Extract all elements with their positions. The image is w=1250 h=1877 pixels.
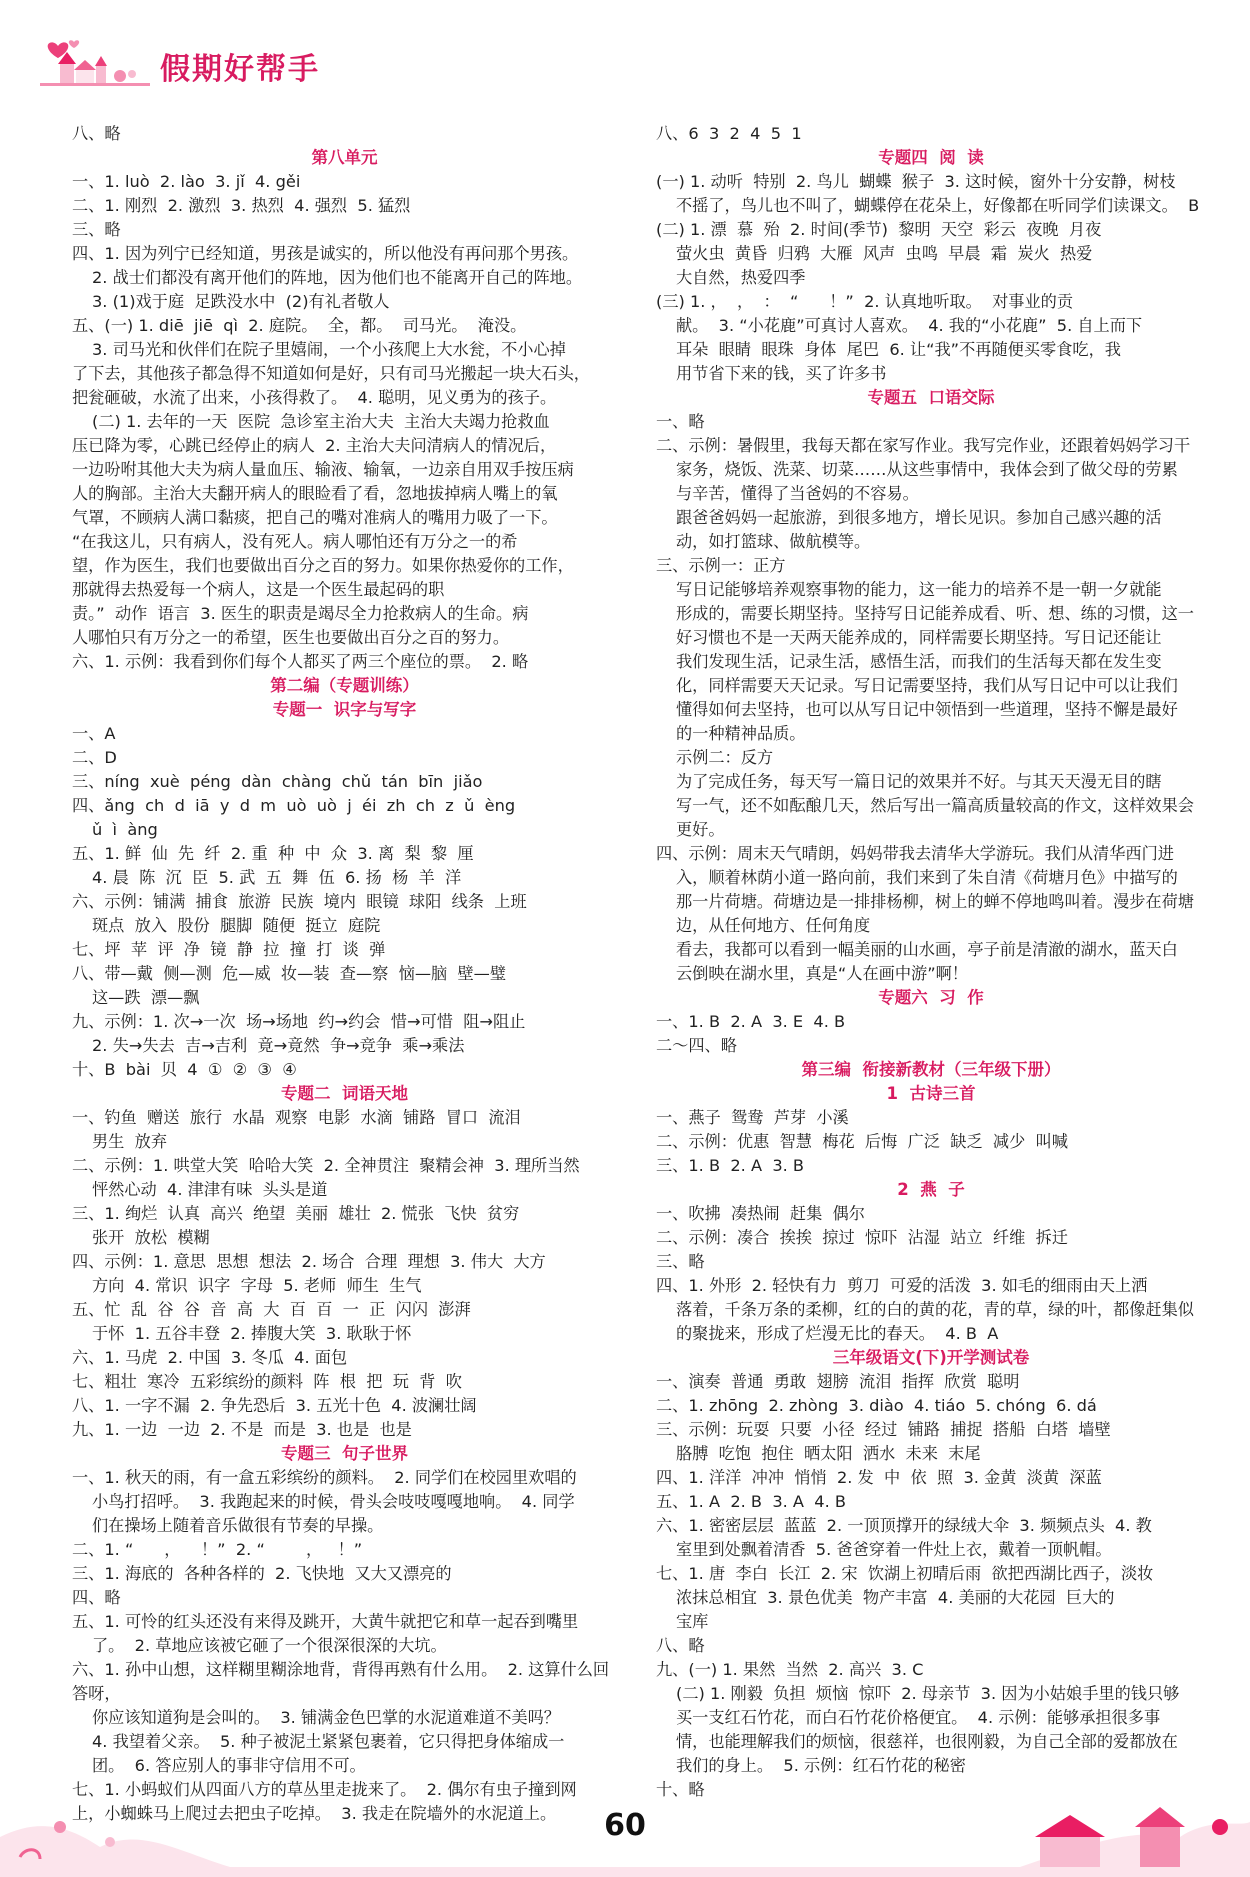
answer-line: 一、演奏 普通 勇敢 翅膀 流泪 指挥 欣赏 聪明 [656,1372,1020,1391]
section-heading: 2 燕 子 [897,1180,965,1199]
section-heading: 专题二 词语天地 [281,1084,408,1103]
answer-line: 一、钓鱼 赠送 旅行 水晶 观察 电影 水滴 铺路 冒口 流泪 [72,1108,521,1127]
answer-line: 示例二：反方 [676,748,774,767]
answer-line: 三、略 [656,1252,705,1271]
answer-line: 八、略 [656,1636,705,1655]
answer-line: 二、示例：1. 哄堂大笑 哈哈大笑 2. 全神贯注 聚精会神 3. 理所当然 [72,1156,580,1175]
answer-line: 上，小蜘蛛马上爬过去把虫子吃掉。 3. 我走在院墙外的水泥道上。 [72,1804,557,1823]
castle-logo-icon [40,36,150,86]
answer-line: 三、níng xuè péng dàn chàng chǔ tán bīn jiǎo [72,772,483,791]
answer-line: 方向 4. 常识 识字 字母 5. 老师 师生 生气 [92,1276,422,1295]
answer-line: 了下去，其他孩子都急得不知道如何是好，只有司马光搬起一块大石头， [72,364,590,383]
answer-line: 的聚拢来，形成了烂漫无比的春天。 4. B A [676,1324,999,1343]
answer-line: 三、示例一：正方 [656,556,786,575]
answer-line: 七、1. 小蚂蚁们从四面八方的草丛里走拢来了。 2. 偶尔有虫子撞到网 [72,1780,577,1799]
answer-line: 一、略 [656,412,705,431]
answer-line: 怦然心动 4. 津津有味 头头是道 [92,1180,328,1199]
answer-line: 小鸟打招呼。 3. 我跑起来的时候，骨头会吱吱嘎嘎地响。 4. 同学 [92,1492,575,1511]
section-heading: 专题四 阅 读 [878,148,984,167]
answer-line: (一) 1. 动听 特别 2. 鸟儿 蝴蝶 猴子 3. 这时候，窗外十分安静，树枝 [656,172,1176,191]
answer-line: (二) 1. 漂 慕 殆 2. 时间(季节) 黎明 天空 彩云 夜晚 月夜 [656,220,1102,239]
answer-line: 跟爸爸妈妈一起旅游，到很多地方，增长见识。参加自己感兴趣的活 [676,508,1162,527]
answer-line: 宝库 [676,1612,709,1631]
answer-line: 九、(一) 1. 果然 当然 2. 高兴 3. C [656,1660,924,1679]
answer-line: 压已降为零，心跳已经停止的病人 2. 主治大夫问清病人的情况后， [72,436,557,455]
answer-line: 四、1. 洋洋 冲冲 悄悄 2. 发 中 依 照 3. 金黄 淡黄 深蓝 [656,1468,1102,1487]
answer-line: 更好。 [676,820,725,839]
answer-line: 团。 6. 答应别人的事非守信用不可。 [92,1756,366,1775]
answer-line: 四、略 [72,1588,121,1607]
answer-line: 一、1. luò 2. lào 3. jǐ 4. gěi [72,172,301,191]
answer-line: 一、A [72,724,116,743]
answer-line: 我们的身上。 5. 示例：红石竹花的秘密 [676,1756,966,1775]
answer-line: 九、1. 一边 一边 2. 不是 而是 3. 也是 也是 [72,1420,412,1439]
section-heading: 1 古诗三首 [886,1084,976,1103]
answer-line: 看去，我都可以看到一幅美丽的山水画，亭子前是清澈的湖水，蓝天白 [676,940,1178,959]
answer-line: 二、示例：优惠 智慧 梅花 后悔 广泛 缺乏 减少 叫喊 [656,1132,1068,1151]
answer-line: 七、坪 苹 评 净 镜 静 拉 撞 打 谈 弹 [72,940,386,959]
answer-line: 责。” 动作 语言 3. 医生的职责是竭尽全力抢救病人的生命。病 [72,604,529,623]
answer-line: 五、1. 可怜的红头还没有来得及跳开，大黄牛就把它和草一起吞到嘴里 [72,1612,579,1631]
answer-line: 2. 失→失去 吉→吉利 竟→竟然 争→竞争 乘→乘法 [92,1036,465,1055]
answer-line: 一、燕子 鸳鸯 芦芽 小溪 [656,1108,849,1127]
answer-line: 动，如打篮球、做航模等。 [676,532,871,551]
answer-line: 十、B bài 贝 4 ① ② ③ ④ [72,1060,297,1079]
section-heading: 专题三 句子世界 [281,1444,408,1463]
answer-line: 萤火虫 黄昏 归鸦 大雁 风声 虫鸣 早晨 霜 炭火 热爱 [676,244,1093,263]
answer-line: 九、示例：1. 次→一次 场→场地 约→约会 惜→可惜 阻→阻止 [72,1012,526,1031]
answer-line: 4. 我望着父亲。 5. 种子被泥土紧紧包裹着，它只得把身体缩成一 [92,1732,565,1751]
answer-line: 一、吹拂 凑热闹 赶集 偶尔 [656,1204,865,1223]
answer-line: 二、示例：凑合 挨挨 掠过 惊吓 沾湿 站立 纤维 拆迁 [656,1228,1068,1247]
answer-line: 一、1. 秋天的雨，有一盒五彩缤纷的颜料。 2. 同学们在校园里欢唱的 [72,1468,577,1487]
left-answer-column [72,122,617,1826]
answer-line: 张开 放松 模糊 [92,1228,210,1247]
answer-line: 人哪怕只有万分之一的希望，医生也要做出百分之百的努力。 [72,628,510,647]
answer-line: 了。 2. 草地应该被它砸了一个很深很深的大坑。 [92,1636,447,1655]
answer-line: 六、1. 马虎 2. 中国 3. 冬瓜 4. 面包 [72,1348,348,1367]
answer-line: 与辛苦，懂得了当爸妈的不容易。 [676,484,919,503]
answer-line: 我们发现生活，记录生活，感悟生活，而我们的生活每天都在发生变 [676,652,1162,671]
answer-line: 气罩，不顾病人满口黏痰，把自己的嘴对准病人的嘴用力吸了一下。 [72,508,558,527]
answer-line: 3. 司马光和伙伴们在院子里嬉闹，一个小孩爬上大水瓮，不小心掉 [92,340,566,359]
answer-line: 胳膊 吃饱 抱住 晒太阳 洒水 未来 末尾 [676,1444,981,1463]
answer-line: (三) 1. ， ， ： “ ！” 2. 认真地听取。 对事业的贡 [656,292,1074,311]
answer-line: “在我这儿，只有病人，没有死人。病人哪怕还有万分之一的希 [72,532,518,551]
answer-line: 用节省下来的钱，买了许多书 [676,364,887,383]
answer-line: 献。 3. “小花鹿”可真讨人喜欢。 4. 我的“小花鹿” 5. 自上而下 [676,316,1143,335]
section-heading: 第二编（专题训练） [270,676,419,695]
answer-line: 室里到处飘着清香 5. 爸爸穿着一件灶上衣，戴着一顶帆帽。 [676,1540,1112,1559]
answer-line: 于怀 1. 五谷丰登 2. 捧腹大笑 3. 耿耿于怀 [92,1324,412,1343]
header-title: 假期好帮手 [160,52,320,87]
answer-line: 情，也能理解我们的烦恼，很慈祥，也很刚毅，为自己全部的爱都放在 [676,1732,1178,1751]
answer-line: 男生 放弃 [92,1132,168,1151]
answer-line: 一边吩咐其他大夫为病人量血压、输液、输氧，一边亲自用双手按压病 [72,460,574,479]
answer-line: 一、1. B 2. A 3. E 4. B [656,1012,846,1031]
section-heading: 专题六 习 作 [878,988,984,1007]
answer-line: 七、粗壮 寒冷 五彩缤纷的颜料 阵 根 把 玩 背 吹 [72,1372,462,1391]
answer-line: 八、略 [72,124,121,143]
answer-line: 写日记能够培养观察事物的能力，这一能力的培养不是一朝一夕就能 [676,580,1162,599]
answer-line: 三、1. 绚烂 认真 高兴 绝望 美丽 雄壮 2. 慌张 飞快 贫穷 [72,1204,520,1223]
answer-line: 2. 战士们都没有离开他们的阵地，因为他们也不能离开自己的阵地。 [92,268,583,287]
section-heading: 第三编 衔接新教材（三年级下册） [801,1060,1061,1079]
right-answer-column [656,122,1206,1802]
answer-line: 化，同样需要天天记录。写日记需要坚持，我们从写日记中可以让我们 [676,676,1178,695]
answer-line: 那就得去热爱每一个病人，这是一个医生最起码的职 [72,580,445,599]
answer-line: 写一气，还不如酝酿几天，然后写出一篇高质量较高的作文，这样效果会 [676,796,1194,815]
answer-line: 为了完成任务，每天写一篇日记的效果并不好。与其天天漫无目的瞎 [676,772,1162,791]
section-heading: 专题一 识字与写字 [272,700,417,719]
answer-line: 八、1. 一字不漏 2. 争先恐后 3. 五光十色 4. 波澜壮阔 [72,1396,477,1415]
page-number: 60 [604,1808,646,1843]
answer-line: 四、示例：1. 意思 思想 想法 2. 场合 合理 理想 3. 伟大 大方 [72,1252,546,1271]
answer-line: 四、示例：周末天气晴朗，妈妈带我去清华大学游玩。我们从清华西门进 [656,844,1174,863]
answer-line: 大自然，热爱四季 [676,268,806,287]
answer-line: 家务，烧饭、洗菜、切菜……从这些事情中，我体会到了做父母的劳累 [676,460,1178,479]
answer-line: ǔ ì àng [92,820,158,839]
answer-line: 二、1. “ ， ！” 2. “ ， ！” [72,1540,363,1559]
answer-line: 六、1. 孙中山想，这样糊里糊涂地背，背得再熟有什么用。 2. 这算什么回答呀， [72,1660,610,1703]
answer-line: 六、1. 密密层层 蓝蓝 2. 一顶顶撑开的绿绒大伞 3. 频频点头 4. 教 [656,1516,1152,1535]
answer-line: 不摇了，鸟儿也不叫了，蝴蝶停在花朵上，好像都在听同学们读课文。 B [676,196,1200,215]
answer-line: 八、带—戴 侧—测 危—威 妆—装 查—察 恼—脑 壁—璧 [72,964,507,983]
answer-line: 四、ǎng ch d iā y d m uò uò j éi zh ch z ǔ èng [72,796,516,815]
answer-line: 二、示例：暑假里，我每天都在家写作业。我写完作业，还跟着妈妈学习干 [656,436,1191,455]
answer-line: 三、略 [72,220,121,239]
answer-line: 三、示例：玩耍 只要 小径 经过 铺路 捕捉 搭船 白塔 墙壁 [656,1420,1111,1439]
answer-line: 形成的，需要长期坚持。坚持写日记能养成看、听、想、练的习惯，这一 [676,604,1194,623]
answer-line: 七、1. 唐 李白 长江 2. 宋 饮湖上初晴后雨 欲把西湖比西子，淡妆 [656,1564,1154,1583]
answer-line: 五、忙 乱 谷 谷 音 高 大 百 百 一 正 闪闪 澎湃 [72,1300,471,1319]
answer-line: 落着，千条万条的柔柳，红的白的黄的花，青的草，绿的叶，都像赶集似 [676,1300,1194,1319]
answer-line: 六、示例：铺满 捕食 旅游 民族 境内 眼镜 球阳 线条 上班 [72,892,527,911]
answer-line: 3. (1)戏于庭 足跌没水中 (2)有礼者敬人 [92,292,390,311]
answer-line: 的一种精神品质。 [676,724,806,743]
answer-line: (二) 1. 刚毅 负担 烦恼 惊吓 2. 母亲节 3. 因为小姑娘手里的钱只够 [676,1684,1180,1703]
answer-line: 入，顺着林荫小道一路向前，我们来到了朱自清《荷塘月色》中描写的 [676,868,1178,887]
answer-line: 你应该知道狗是会叫的。 3. 铺满金色巴掌的水泥道难道不美吗？ [92,1708,560,1727]
answer-line: 五、(一) 1. diē jiē qì 2. 庭院。 全，都。 司马光。 淹没。 [72,316,527,335]
answer-line: 斑点 放入 股份 腿脚 随便 挺立 庭院 [92,916,381,935]
page-header [40,28,440,88]
answer-line: 八、6 3 2 4 5 1 [656,124,802,143]
answer-line: 好习惯也不是一天两天能养成的，同样需要长期坚持。写日记还能让 [676,628,1162,647]
answer-line: 懂得如何去坚持，也可以从写日记中领悟到一些道理，坚持不懈是最好 [676,700,1178,719]
answer-line: 二、D [72,748,117,767]
answer-line: 十、略 [656,1780,705,1799]
answer-line: 二～四、略 [656,1036,737,1055]
answer-line: 耳朵 眼睛 眼珠 身体 尾巴 6. 让“我”不再随便买零食吃，我 [676,340,1121,359]
answer-line: 买一支红石竹花，而白石竹花价格便宜。 4. 示例：能够承担很多事 [676,1708,1161,1727]
answer-line: 这—跌 漂—飘 [92,988,200,1007]
answer-line: 二、1. zhōng 2. zhòng 3. diào 4. tiáo 5. chóng 6. dá [656,1396,1097,1415]
answer-line: (二) 1. 去年的一天 医院 急诊室主治大夫 主治大夫竭力抢救血 [92,412,550,431]
section-heading: 专题五 口语交际 [867,388,995,407]
section-heading: 三年级语文(下)开学测试卷 [832,1348,1030,1367]
answer-line: 4. 晨 陈 沉 臣 5. 武 五 舞 伍 6. 扬 杨 羊 洋 [92,868,462,887]
answer-line: 四、1. 因为列宁已经知道，男孩是诚实的，所以他没有再问那个男孩。 [72,244,579,263]
answer-line: 二、1. 刚烈 2. 激烈 3. 热烈 4. 强烈 5. 猛烈 [72,196,411,215]
section-heading: 第八单元 [311,148,378,167]
answer-line: 六、1. 示例：我看到你们每个人都买了两三个座位的票。 2. 略 [72,652,529,671]
answer-line: 那一片荷塘。荷塘边是一排排杨柳，树上的蝉不停地鸣叫着。漫步在荷塘边，从任何地方、任何角度 [676,892,1194,935]
answer-line: 云倒映在湖水里，真是“人在画中游”啊！ [676,964,968,983]
answer-line: 人的胸部。主治大夫翻开病人的眼睑看了看，忽地拔掉病人嘴上的氧 [72,484,558,503]
answer-line: 三、1. B 2. A 3. B [656,1156,805,1175]
answer-line: 把瓮砸破，水流了出来，小孩得救了。 4. 聪明，见义勇为的孩子。 [72,388,557,407]
answer-line: 五、1. A 2. B 3. A 4. B [656,1492,846,1511]
answer-line: 三、1. 海底的 各种各样的 2. 飞快地 又大又漂亮的 [72,1564,452,1583]
answer-line: 四、1. 外形 2. 轻快有力 剪刀 可爱的活泼 3. 如毛的细雨由天上洒 [656,1276,1148,1295]
answer-line: 们在操场上随着音乐做很有节奏的早操。 [92,1516,384,1535]
answer-line: 浓抹总相宜 3. 景色优美 物产丰富 4. 美丽的大花园 巨大的 [676,1588,1115,1607]
answer-line: 五、1. 鲜 仙 先 纤 2. 重 种 中 众 3. 离 梨 黎 厘 [72,844,474,863]
answer-line: 望，作为医生，我们也要做出百分之百的努力。如果你热爱你的工作， [72,556,574,575]
